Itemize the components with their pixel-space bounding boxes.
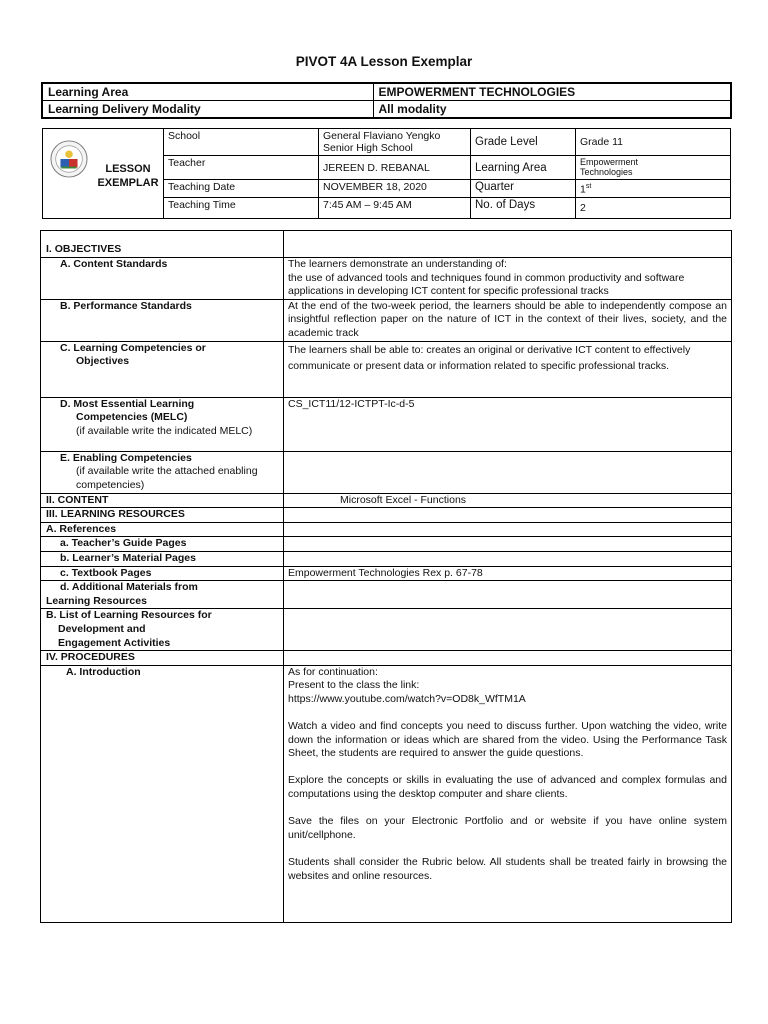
quarter-label: Quarter	[471, 180, 576, 198]
performance-standards-text: At the end of the two-week period, the learners should be able to independently compose an insightful reflection paper on the nature of ICT in the context of their lives, society, and the academic track	[284, 299, 732, 341]
intro-paragraph-4: Students shall consider the Rubric below. All students shall be treated fairly in browsing the websites and online resources.	[288, 856, 727, 882]
area-value-line-2: Technologies	[580, 167, 633, 177]
learning-area-label: Learning Area	[42, 83, 373, 101]
teaching-time-value: 7:45 AM – 9:45 AM	[319, 197, 471, 218]
quarter-suffix: st	[585, 183, 592, 190]
lesson-label: LESSON	[105, 163, 151, 176]
enabling-note: (if available write the attached enabling competencies)	[76, 465, 258, 491]
quarter-value	[576, 180, 731, 198]
lesson-info-table	[42, 128, 731, 219]
procedures-cell	[284, 651, 732, 666]
content-standards-text	[284, 258, 732, 300]
melc-label	[41, 397, 284, 451]
video-link[interactable]: https://www.youtube.com/watch?v=OD8k_WfTM1A	[288, 692, 526, 705]
lesson-plan-table	[40, 230, 732, 923]
references-label: A. References	[41, 522, 284, 537]
learning-area-value: EMPOWERMENT TECHNOLOGIES	[373, 83, 731, 101]
guide-pages-label: a. Teacher’s Guide Pages	[41, 537, 284, 552]
procedures-heading: IV. PROCEDURES	[41, 651, 284, 666]
melc-text: CS_ICT11/12-ICTPT-Ic-d-5	[284, 397, 732, 451]
exemplar-label: EXEMPLAR	[97, 177, 159, 190]
melc-note: (if available write the indicated MELC)	[76, 424, 253, 437]
melc-label-line-1: D. Most Essential Learning	[60, 397, 195, 410]
teaching-time-label: Teaching Time	[164, 197, 319, 218]
intro-line-2: Present to the class the link:	[288, 679, 420, 692]
content-standards-label: A. Content Standards	[41, 258, 284, 300]
deped-seal-icon	[50, 140, 88, 178]
enabling-competencies-label	[41, 451, 284, 493]
school-value	[319, 129, 471, 156]
enabling-label-line-1: E. Enabling Competencies	[60, 451, 192, 464]
lesson-exemplar-label	[93, 162, 163, 190]
days-value: 2	[576, 197, 731, 218]
additional-label-line-2: Learning Resources	[46, 594, 147, 607]
teacher-label: Teacher	[164, 156, 319, 180]
content-standards-intro: The learners demonstrate an understanding of:	[288, 258, 507, 270]
competencies-label	[41, 341, 284, 397]
teaching-date-value: NOVEMBER 18, 2020	[319, 180, 471, 198]
school-value-line-1: General Flaviano Yengko	[323, 130, 441, 142]
list-label-line-2: Development and	[58, 622, 146, 635]
competencies-label-line-1: C. Learning Competencies or	[60, 341, 206, 354]
enabling-competencies-cell	[284, 451, 732, 493]
additional-materials-label	[41, 581, 284, 609]
document-title: PIVOT 4A Lesson Exemplar	[295, 54, 473, 69]
competencies-text: The learners shall be able to: creates an original or derivative ICT content to effectively communicate or present data or information related to specific professional tracks.	[284, 341, 732, 397]
objectives-cell	[284, 231, 732, 258]
learning-area-label-2: Learning Area	[471, 156, 576, 180]
textbook-pages-text: Empowerment Technologies Rex p. 67-78	[284, 566, 732, 581]
days-label: No. of Days	[471, 197, 576, 218]
grade-value: Grade 11	[576, 129, 731, 156]
teacher-value: JEREEN D. REBANAL	[319, 156, 471, 180]
modality-value: All modality	[373, 101, 731, 119]
textbook-pages-label: c. Textbook Pages	[41, 566, 284, 581]
material-pages-label: b. Learner’s Material Pages	[41, 551, 284, 566]
header-table	[41, 82, 732, 119]
competencies-label-line-2: Objectives	[76, 355, 130, 368]
intro-line-1: As for continuation:	[288, 665, 378, 678]
intro-paragraph-3: Save the files on your Electronic Portfolio and or website if you have online system unit/cellphone.	[288, 815, 727, 841]
list-label-line-3: Engagement Activities	[58, 636, 171, 649]
content-standards-detail: the use of advanced tools and techniques found in common productivity and software applications in developing ICT content for specific professional tracks	[288, 271, 685, 298]
objectives-heading: I. OBJECTIVES	[41, 231, 284, 258]
guide-pages-cell	[284, 537, 732, 552]
intro-paragraph-2: Explore the concepts or skills in evaluating the use of advanced and complex formulas and computations using the desktop computer and share clients.	[288, 774, 727, 801]
learning-resources-list-label	[41, 609, 284, 651]
logo-cell	[43, 129, 164, 219]
learning-area-value-2	[576, 156, 731, 180]
intro-paragraph-1: Watch a video and find concepts you need to discuss further. Upon watching the video, write down the information or ideas which are shared from the video. Using the Performance Task Sheet, the students are required to answer the guide questions.	[288, 720, 727, 760]
introduction-label: A. Introduction	[41, 665, 284, 922]
material-pages-cell	[284, 551, 732, 566]
references-cell	[284, 522, 732, 537]
modality-label: Learning Delivery Modality	[42, 101, 373, 119]
content-text: Microsoft Excel - Functions	[284, 493, 732, 508]
grade-label: Grade Level	[471, 129, 576, 156]
list-label-line-1: B. List of Learning Resources for	[46, 609, 212, 622]
school-value-line-2: Senior High School	[323, 142, 413, 154]
learning-resources-list-cell	[284, 609, 732, 651]
introduction-text	[284, 665, 732, 922]
performance-standards-label: B. Performance Standards	[41, 299, 284, 341]
melc-label-line-2: Competencies (MELC)	[76, 411, 188, 424]
learning-resources-cell	[284, 508, 732, 523]
school-label: School	[164, 129, 319, 156]
quarter-number: 1	[580, 183, 586, 196]
additional-label-line-1: d. Additional Materials from	[60, 581, 198, 594]
content-heading: II. CONTENT	[41, 493, 284, 508]
area-value-line-1: Empowerment	[580, 157, 639, 167]
teaching-date-label: Teaching Date	[164, 180, 319, 198]
learning-resources-heading: III. LEARNING RESOURCES	[41, 508, 284, 523]
additional-materials-cell	[284, 581, 732, 609]
